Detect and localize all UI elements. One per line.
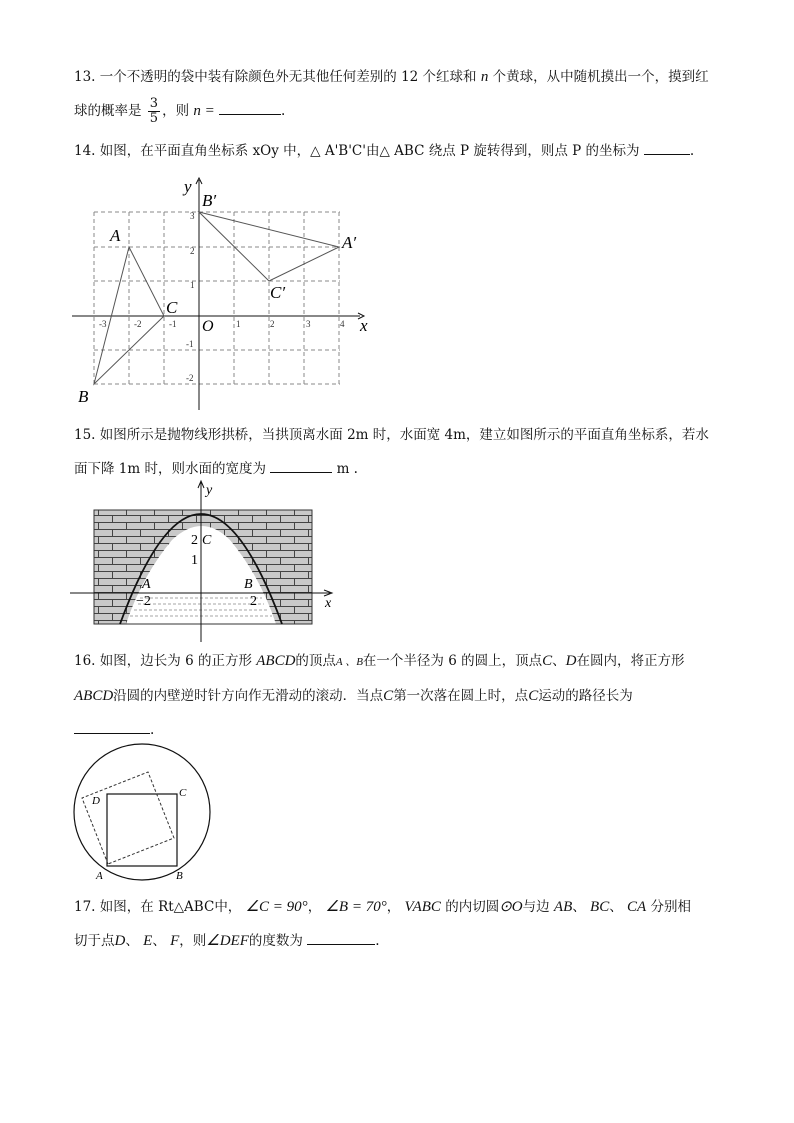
q14-y-ticks [186,211,195,383]
q14-end: . [689,143,695,159]
label-B1: B′ [202,191,217,210]
q16-label-C: C [179,787,187,799]
svg-text:-1: -1 [186,339,194,349]
q16-text-1: 如图，边长为 6 的正方形 [99,653,252,669]
q15-text-1: 如图所示是抛物线形拱桥，当拱顶离水面 2m 时，水面宽 4m，建立如图所示的平面直角坐标系，若水 [99,427,709,443]
q16-abcd: ABCD [256,653,296,669]
q15-tick-pos2: 2 [250,594,257,609]
q15-x-label: x [325,596,332,611]
q15-label-C: C [202,533,212,548]
q13-end: . [281,103,286,119]
q17-vabc: VABC [404,899,441,915]
q17-end: . [375,933,380,949]
q16-label-D: D [92,795,100,807]
q13-fraction [148,97,160,126]
q16-text-3: 在一个半径为 6 的圆上，顶点 [362,653,543,669]
q15-unit: m . [336,461,358,477]
q17-ab: AB [553,899,573,915]
svg-text:2: 2 [270,319,275,329]
q17-e: E [143,933,153,949]
q17-ca: CA [627,899,647,915]
q16-text-2: 的顶点 [295,653,336,669]
q17-angle-c: ∠C = 90° [245,899,308,915]
q14-number: 14. [74,143,96,159]
label-B: B [78,387,89,406]
label-C1: C′ [270,283,286,302]
q14-y-label: y [184,177,192,196]
q16-text-6: 第一次落在圆上时，点 [393,688,529,704]
q15-label-B: B [244,577,253,592]
q14-figure [70,170,390,420]
svg-text:-1: -1 [169,319,177,329]
question-15 [74,418,734,486]
q17-number: 17. [74,899,96,915]
q17-d: D [114,933,126,949]
q16-c-2: C [383,688,394,704]
q16-end: . [150,722,155,738]
question-16 [74,644,734,747]
q17-answer-blank[interactable] [307,930,375,945]
q15-text-2: 面下降 1m 时，则水面的宽度为 [74,461,266,477]
q15-tick-2: 2 [191,533,198,548]
q13-frac-numerator: 3 [149,96,159,111]
q13-text-2: 个黄球，从中随机摸出一个，摸到红 [492,69,709,85]
q17-text-8: ，则 [179,933,207,949]
q14-x-label: x [360,316,368,335]
q15-tick-neg2: −2 [136,594,151,609]
question-13 [74,60,734,128]
q15-label-A: A [142,577,151,592]
q15-number: 15. [74,427,96,443]
q16-d: D [565,653,577,669]
q16-text-4: 在圆内，将正方形 [576,653,685,669]
q17-text-1: 如图，在 [99,899,154,915]
q15-tick-1: 1 [191,553,198,568]
svg-text:-2: -2 [186,373,194,383]
q17-bc: BC [590,899,610,915]
svg-text:1: 1 [190,280,195,290]
q16-sep: 、 [552,653,566,669]
q16-number: 16. [74,653,96,669]
q17-text-7: 切于点 [74,933,115,949]
q13-text-1: 一个不透明的袋中装有除颜色外无其他任何差别的 12 个红球和 [99,69,477,85]
q15-figure [70,480,345,645]
q16-figure [70,742,220,882]
q17-text-4: 的内切圆 [445,899,500,915]
question-17: 17. 如图，在 Rt△ABC中， ∠C = 90°， ∠B = 70°， VABC 的内切圆⊙O与边 AB、 BC、 CA 分别相 切于点D、 E、 F，则∠DEF的度数为 . [74,899,691,949]
svg-text:3: 3 [306,319,311,329]
q17-def: ∠DEF [206,933,249,949]
q14-answer-blank[interactable] [644,140,690,155]
svg-text:3: 3 [190,211,195,221]
svg-text:2: 2 [190,246,195,256]
q15-answer-blank[interactable] [270,458,332,473]
label-A1: A′ [342,233,357,252]
svg-text:-2: -2 [134,319,142,329]
q13-text-3: 球的概率是 [74,103,142,119]
q16-c-3: C [528,688,539,704]
q17-text-3: ， [386,899,401,915]
svg-text:-3: -3 [99,319,107,329]
label-C: C [166,298,178,317]
q16-label-B: B [176,870,183,882]
q16-answer-blank[interactable] [74,719,150,734]
svg-text:4: 4 [340,319,345,329]
q14-x-ticks [99,319,345,329]
q14-origin-label: O [202,318,214,335]
question-14 [74,134,734,168]
q16-label-A: A [96,870,103,882]
q16-abcd-2: ABCD [74,688,114,704]
label-A: A [110,226,121,245]
q16-circle [74,744,210,880]
q13-var-n: n [480,69,489,85]
q17-triangle: Rt△ABC [158,899,215,915]
q16-ab: A 、B [335,656,363,668]
svg-text:1: 1 [236,319,241,329]
q16-c: C [542,653,553,669]
q15-y-label: y [206,483,213,498]
q13-answer-blank[interactable] [219,100,281,115]
q13-text-5: n = [193,103,215,119]
q14-text: 如图，在平面直角坐标系 xOy 中，△ A'B'C'由△ ABC 绕点 P 旋转得到，则点 P 的坐标为 [99,143,640,159]
q13-frac-denominator: 5 [149,111,159,126]
q13-number: 13. [74,69,96,85]
q17-text-2: 中， [214,899,242,915]
q17-text-9: 的度数为 [248,933,303,949]
q16-square [107,794,177,866]
q17-text-6: 分别相 [650,899,691,915]
q16-rotated-square [82,772,174,864]
q16-text-5: 沿圆的内壁逆时针方向作无滑动的滚动．当点 [113,688,384,704]
q14-point-labels [78,191,356,406]
q17-f: F [170,933,180,949]
q17-circle-o: ⊙O [499,899,523,915]
q17-text-5: 与边 [522,899,550,915]
q17-angle-b: ∠B = 70° [325,899,387,915]
q16-text-7: 运动的路径长为 [538,688,633,704]
q13-text-4: ，则 [162,103,190,119]
